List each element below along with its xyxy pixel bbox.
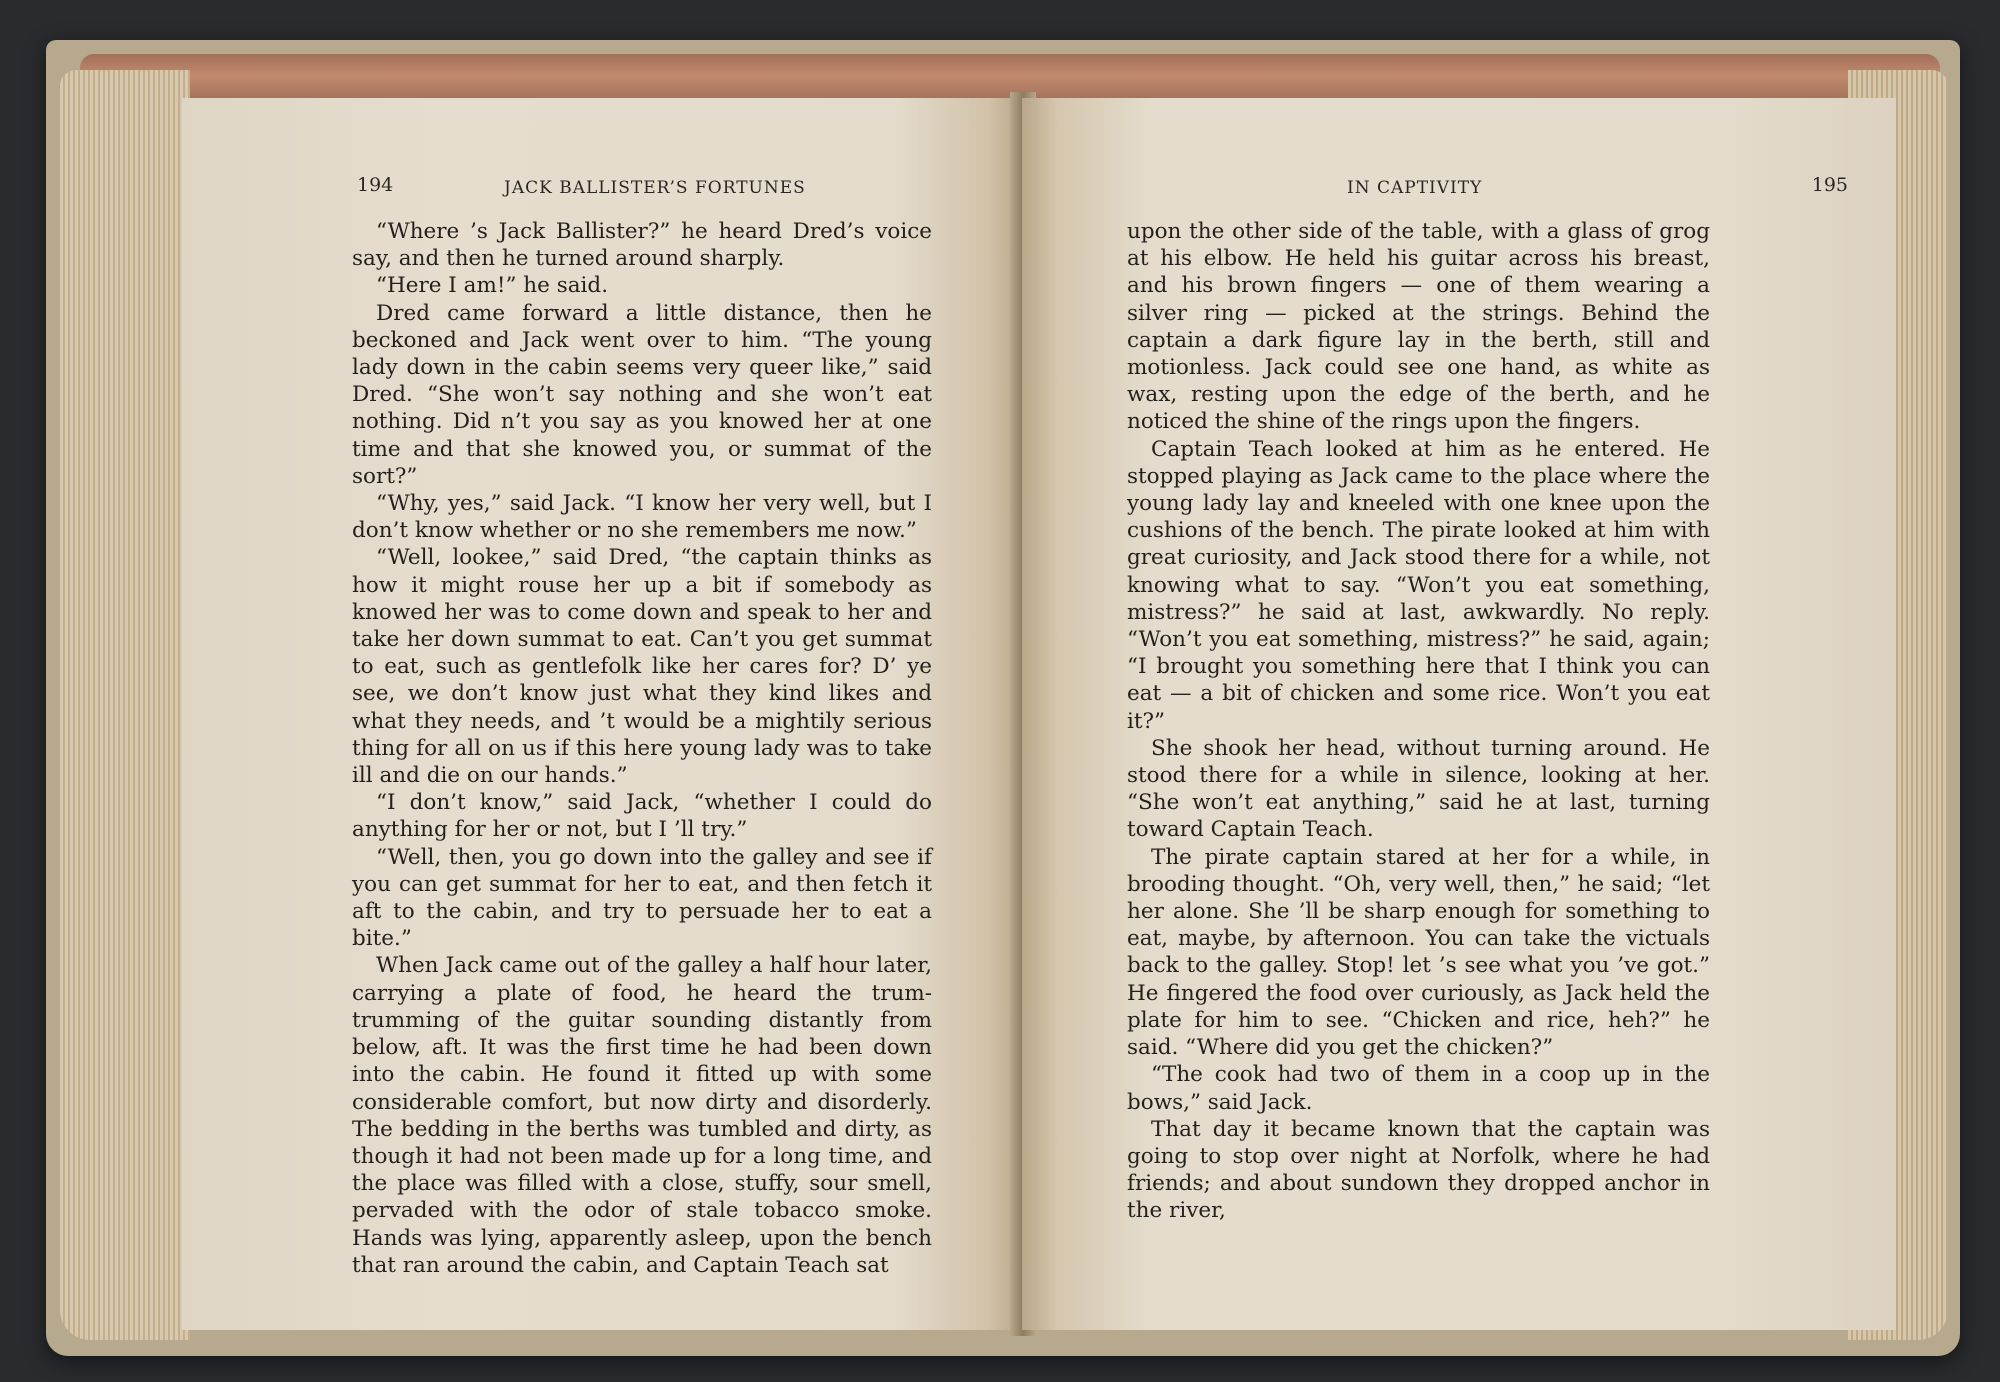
running-head: IN CAPTIVITY (1347, 178, 1483, 198)
paragraph: “Well, then, you go down into the galley and see if you can get summat for her to eat, and then fetch it aft to the cabin, and try to persuade her to eat a bite.” (352, 844, 932, 952)
paragraph: “Well, lookee,” said Dred, “the captain thinks as how it might rouse her up a bit if somebody as knowed her was to come down and speak to her and take her down summat to eat. Can’t you get summat to eat, such as gentlefolk like her cares for? D’ ye see, we don’t know just what they kind likes and what they needs, and ’t would be a mightily serious thing for all on us if this here young lady was to take ill and die on our hands.” (352, 545, 932, 789)
body-text (352, 218, 932, 1279)
paragraph: “Where ’s Jack Ballister?” he heard Dred’s voice say, and then he turned around sharply. (352, 219, 932, 272)
page-number: 195 (1811, 174, 1848, 196)
paragraph: She shook her head, without turning around. He stood there for a while in silence, looking at her. “She won’t eat anything,” said he at last, turning toward Captain Teach. (1127, 735, 1710, 843)
running-head: JACK BALLISTER’S FORTUNES (504, 178, 806, 198)
paragraph: Captain Teach looked at him as he entered. He stopped playing as Jack came to the place where the young lady lay and kneeled with one knee upon the cushions of the bench. The pirate looked at him with great curiosity, and Jack stood there for a while, not knowing what to say. “Won’t you eat something, mistress?” he said at last, awkwardly. No reply. “Won’t you eat something, mistress?” he said, again; “I brought you something here that I think you can eat — a bit of chicken and some rice. Won’t you eat it?” (1127, 436, 1710, 734)
left-page (182, 98, 1022, 1330)
paragraph: That day it became known that the captain was going to stop over night at Norfolk, where he had friends; and about sundown they dropped anchor in the river, (1127, 1116, 1710, 1224)
right-page (1022, 98, 1896, 1330)
page-number: 194 (357, 174, 394, 196)
paragraph: “I don’t know,” said Jack, “whether I could do anything for her or not, but I ’ll try.” (352, 790, 932, 843)
paragraph: Dred came forward a little distance, then he beckoned and Jack went over to him. “The young lady down in the cabin seems very queer like,” said Dred. “She won’t say nothing and she won’t eat nothing. Did n’t you say as you knowed her at one time and that she knowed you, or summat of the sort?” (352, 300, 932, 489)
paragraph: “Why, yes,” said Jack. “I know her very well, but I don’t know whether or no she remembers me now.” (352, 491, 932, 544)
body-text (1127, 218, 1710, 1225)
paragraph: “Here I am!” he said. (376, 273, 609, 299)
paragraph-continuation: upon the other side of the table, with a glass of grog at his elbow. He held his guitar across his breast, and his brown fingers — one of them wearing a silver ring — picked at the strings. Behind the captain a dark figure lay in the berth, still and motionless. Jack could see one hand, as white as wax, resting upon the edge of the berth, and he noticed the shine of the rings upon the fingers. (1127, 219, 1710, 435)
paragraph: The pirate captain stared at her for a while, in brooding thought. “Oh, very well, then,” he said; “let her alone. She ’ll be sharp enough for something to eat, maybe, by afternoon. You can take the victuals back to the galley. Stop! let ’s see what you ’ve got.” He fingered the food over curiously, as Jack held the plate for him to see. “Chicken and rice, heh?” he said. “Where did you get the chicken?” (1127, 844, 1710, 1061)
paragraph: When Jack came out of the galley a half hour later, carrying a plate of food, he heard the trum-trumming of the guitar sounding distantly from below, aft. It was the first time he had been down into the cabin. He found it fitted up with some considerable comfort, but now dirty and disorderly. The bedding in the berths was tumbled and dirty, as though it had not been made up for a long time, and the place was filled with a close, stuffy, sour smell, pervaded with the odor of stale tobacco smoke. Hands was lying, apparently asleep, upon the bench that ran around the cabin, and Captain Teach sat (352, 953, 932, 1278)
left-page-edges (60, 70, 190, 1340)
paragraph: “The cook had two of them in a coop up in the bows,” said Jack. (1127, 1062, 1710, 1115)
